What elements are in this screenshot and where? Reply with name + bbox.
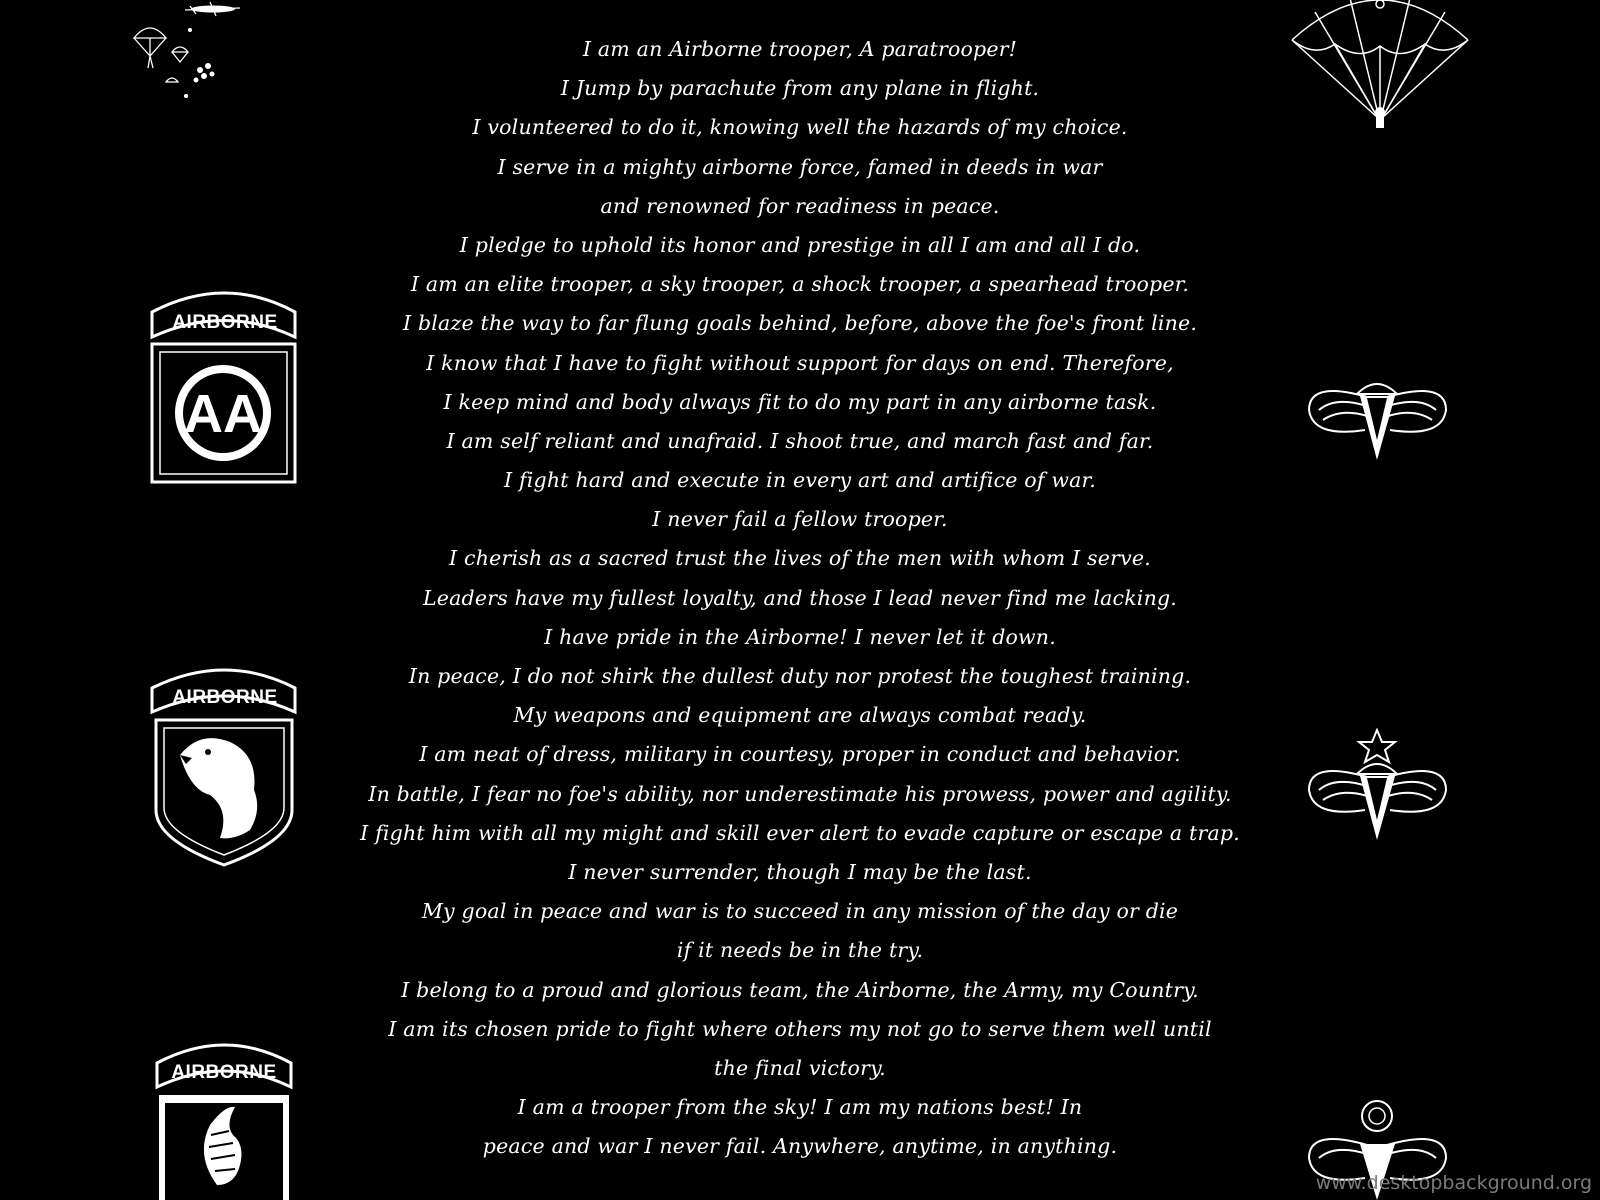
creed-line: I am a trooper from the sky! I am my nations best! In xyxy=(517,1095,1083,1120)
creed-line: I cherish as a sacred trust the lives of the men with whom I serve. xyxy=(449,546,1151,571)
creed-line: I am self reliant and unafraid. I shoot true, and march fast and far. xyxy=(446,428,1154,453)
creed-line: I never fail a fellow trooper. xyxy=(652,507,948,532)
creed-line: I am its chosen pride to fight where others my not go to serve them well until xyxy=(388,1016,1212,1041)
creed-line: I keep mind and body always fit to do my part in any airborne task. xyxy=(443,389,1157,414)
creed-line: I pledge to uphold its honor and prestige in all I am and all I do. xyxy=(459,232,1141,257)
creed-line: I belong to a proud and glorious team, the Airborne, the Army, my Country. xyxy=(401,977,1199,1002)
82nd-airborne-patch-icon xyxy=(150,282,300,487)
creed-line: I fight hard and execute in every art and artifice of war. xyxy=(504,468,1096,493)
paratroopers-plane-icon xyxy=(130,0,260,100)
creed-line: My weapons and equipment are always combat ready. xyxy=(513,703,1087,728)
patch-tab-label: AIRBORNE xyxy=(171,1062,277,1083)
creed-line: I know that I have to fight without support for days on end. Therefore, xyxy=(426,350,1174,375)
creed-line: I am an Airborne trooper, A paratrooper! xyxy=(582,37,1018,61)
creed-line: I serve in a mighty airborne force, famed in deeds in war xyxy=(497,154,1103,179)
basic-jump-wings-icon xyxy=(1305,380,1450,465)
creed-line: I never surrender, though I may be the last. xyxy=(568,859,1032,884)
airborne-creed-text xyxy=(300,30,1300,1166)
creed-line: I fight him with all my might and skill ever alert to evade capture or escape a trap. xyxy=(360,820,1240,845)
patch-tab-label: AIRBORNE xyxy=(172,687,278,708)
senior-jump-wings-icon xyxy=(1305,728,1450,843)
creed-line: if it needs be in the try. xyxy=(676,938,924,963)
patch-tab-label: AIRBORNE xyxy=(172,312,278,333)
creed-line: peace and war I never fail. Anywhere, anytime, in anything. xyxy=(482,1134,1118,1159)
creed-line: I volunteered to do it, knowing well the hazards of my choice. xyxy=(472,115,1128,140)
creed-line: I have pride in the Airborne! I never let it down. xyxy=(544,624,1056,649)
creed-line: In battle, I fear no foe's ability, nor underestimate his prowess, power and agility. xyxy=(368,781,1232,806)
creed-line: I am an elite trooper, a sky trooper, a shock trooper, a spearhead trooper. xyxy=(410,272,1190,297)
parachute-icon xyxy=(1290,0,1470,130)
creed-line: Leaders have my fullest loyalty, and those I lead never find me lacking. xyxy=(422,585,1178,610)
creed-line: In peace, I do not shirk the dullest duty nor protest the toughest training. xyxy=(408,664,1192,688)
creed-line: I am neat of dress, military in courtesy, proper in conduct and behavior. xyxy=(419,742,1181,767)
watermark-text: www.desktopbackground.org xyxy=(1315,1172,1592,1194)
101st-airborne-eagle-patch-icon xyxy=(150,660,300,870)
creed-line: I blaze the way to far flung goals behind, before, above the foe's front line. xyxy=(402,311,1198,336)
173rd-airborne-wing-patch-icon xyxy=(155,1035,295,1200)
aa-letters: AA xyxy=(184,384,262,444)
creed-line: the final victory. xyxy=(714,1055,886,1080)
creed-line: I Jump by parachute from any plane in flight. xyxy=(560,76,1040,101)
creed-line: and renowned for readiness in peace. xyxy=(600,193,1000,218)
creed-line: My goal in peace and war is to succeed in any mission of the day or die xyxy=(421,899,1179,924)
